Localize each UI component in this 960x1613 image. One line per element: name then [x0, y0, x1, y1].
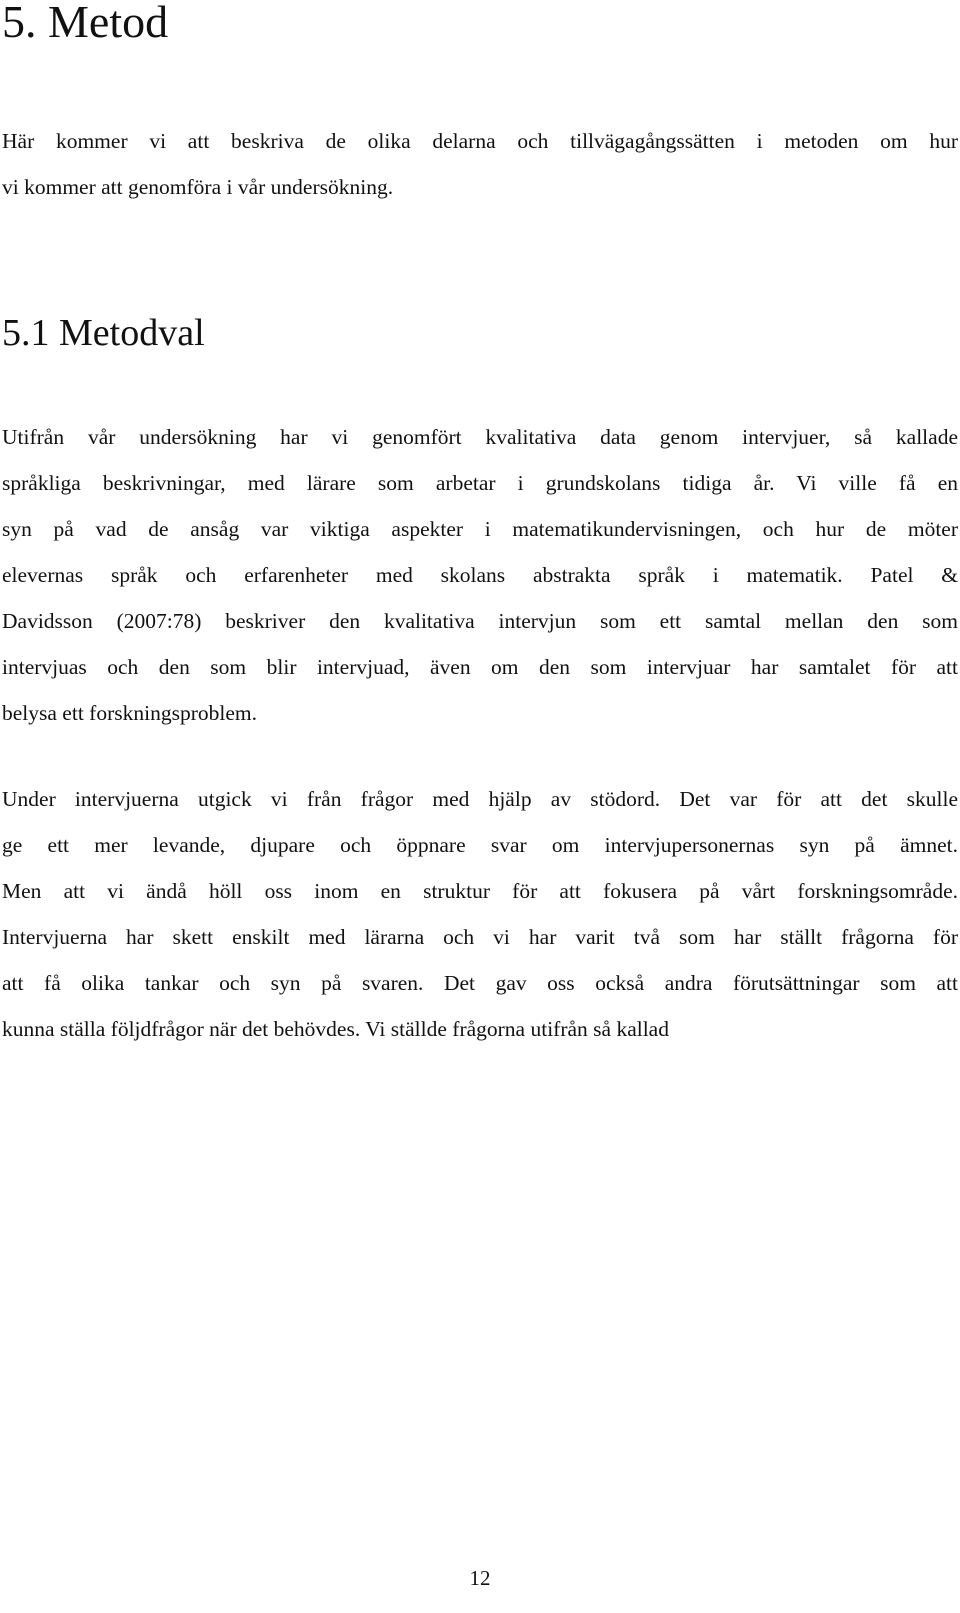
paragraph-line: språkliga beskrivningar, med lärare som arbetar i grundskolans tidiga år. Vi ville få en [2, 471, 958, 495]
paragraph-line: ge ett mer levande, djupare och öppnare svar om intervjupersonernas syn på ämnet. [2, 833, 958, 857]
paragraph-line: Intervjuerna har skett enskilt med lärarna och vi har varit två som har ställt frågorna för [2, 925, 958, 949]
paragraph-line: kunna ställa följdfrågor när det behövdes. Vi ställde frågorna utifrån så kallad [2, 1017, 669, 1041]
method-paragraph-1 [2, 414, 958, 736]
paragraph-line: intervjuas och den som blir intervjuad, även om den som intervjuar har samtalet för att [2, 655, 958, 679]
paragraph-line: Utifrån vår undersökning har vi genomfört kvalitativa data genom intervjuer, så kallade [2, 425, 958, 449]
intro-line: vi kommer att genomföra i vår undersökning. [2, 175, 394, 199]
paragraph-line: elevernas språk och erfarenheter med skolans abstrakta språk i matematik. Patel & [2, 563, 958, 587]
paragraph-line: syn på vad de ansåg var viktiga aspekter i matematikundervisningen, och hur de möter [2, 517, 958, 541]
chapter-heading: 5. Metod [2, 0, 169, 47]
method-paragraph-2 [2, 776, 958, 1052]
intro-line: Här kommer vi att beskriva de olika delarna och tillvägagångssätten i metoden om hur [2, 129, 958, 153]
page-number: 12 [469, 1566, 491, 1590]
paragraph-line: Under intervjuerna utgick vi från frågor med hjälp av stödord. Det var för att det skulle [2, 787, 958, 811]
paragraph-line: att få olika tankar och syn på svaren. Det gav oss också andra förutsättningar som att [2, 971, 958, 995]
paragraph-line: Davidsson (2007:78) beskriver den kvalitativa intervjun som ett samtal mellan den som [2, 609, 958, 633]
intro-paragraph [2, 118, 958, 210]
paragraph-line: Men att vi ändå höll oss inom en struktur för att fokusera på vårt forskningsområde. [2, 879, 958, 903]
paragraph-line: belysa ett forskningsproblem. [2, 701, 257, 725]
section-heading: 5.1 Metodval [2, 312, 205, 354]
